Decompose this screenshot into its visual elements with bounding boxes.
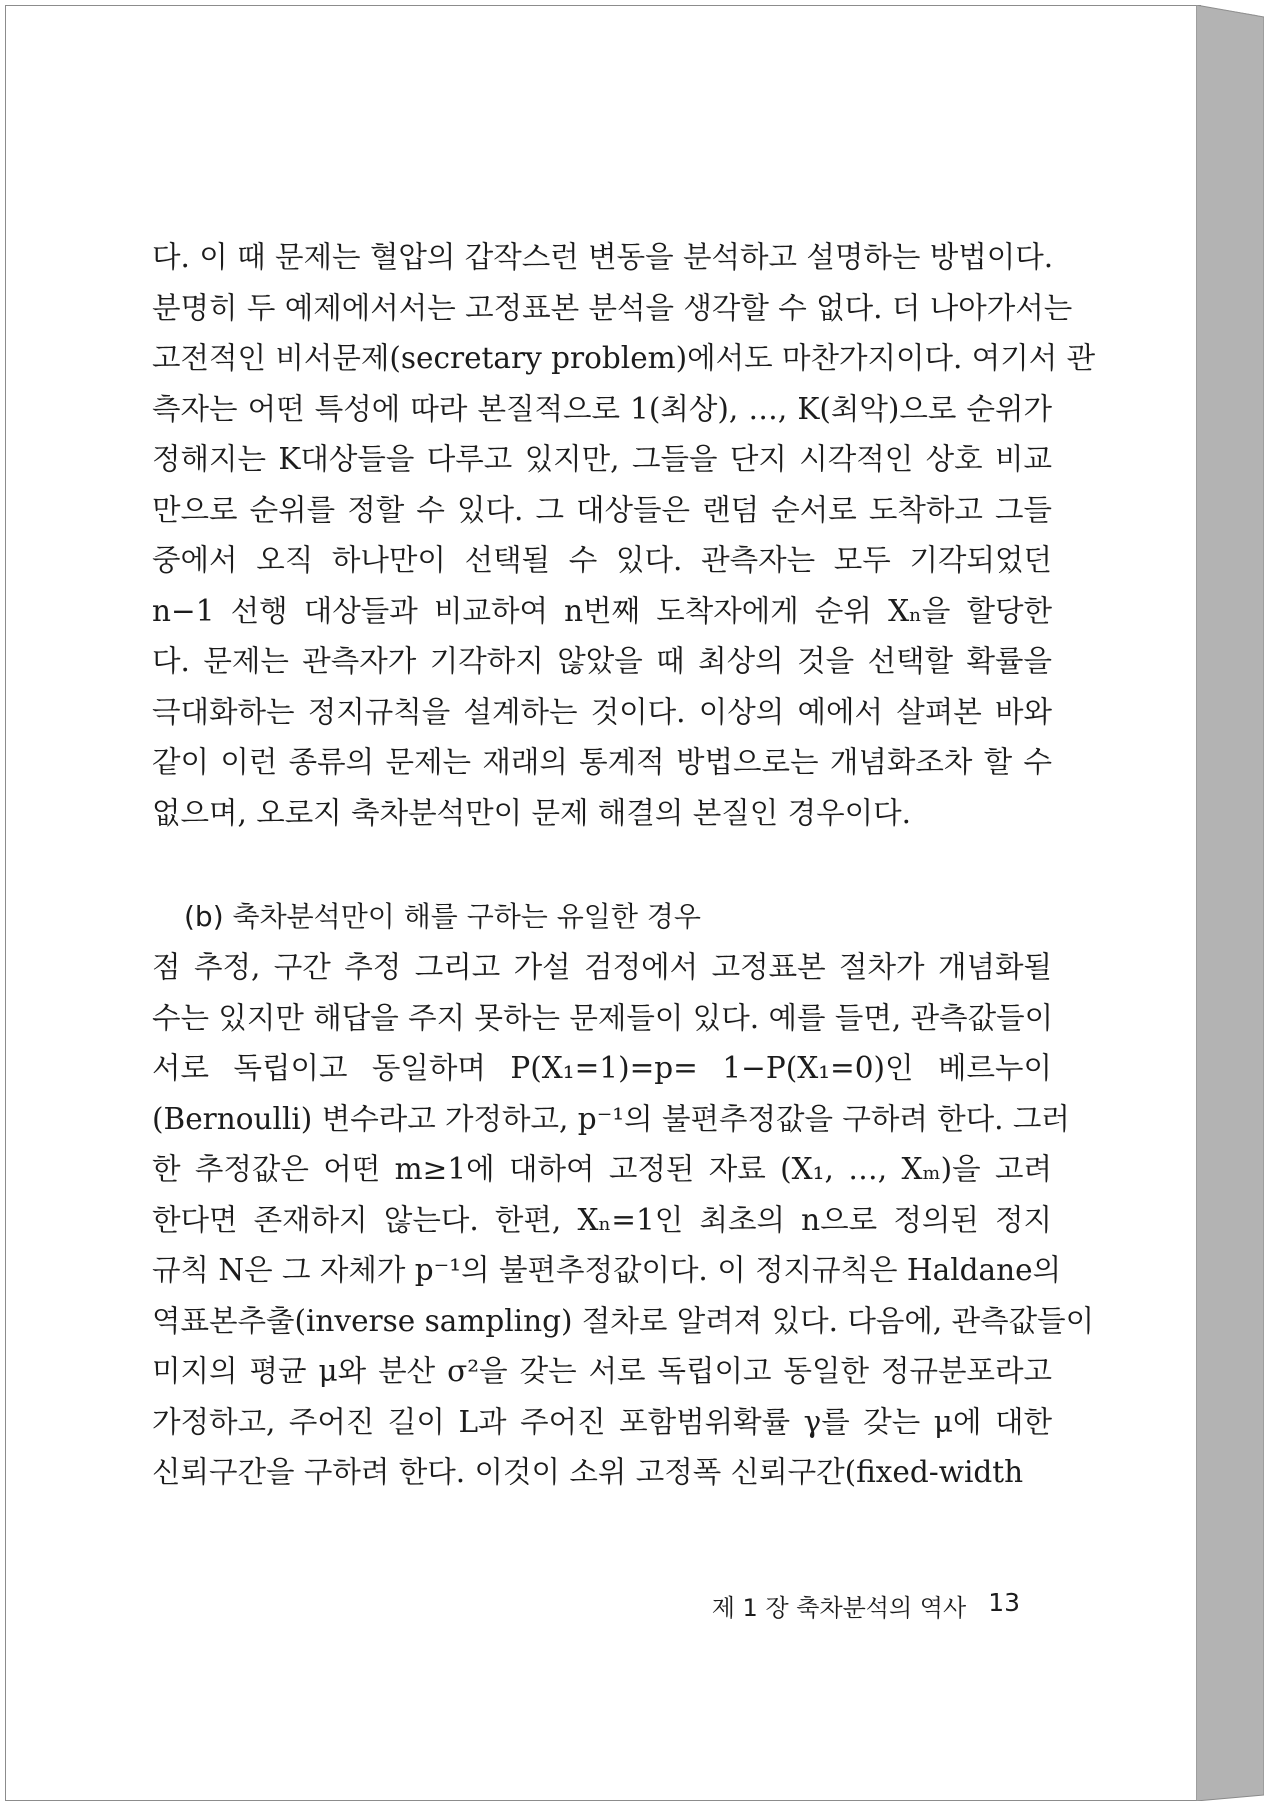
text-line: 같이 이런 종류의 문제는 재래의 통계적 방법으로는 개념화조차 할 수 <box>152 745 1052 779</box>
paragraph-1 <box>152 232 1096 838</box>
text-line: 측자는 어떤 특성에 따라 본질적으로 1(최상), …, K(최악)으로 순위가 <box>152 391 1052 426</box>
text-line: 미지의 평균 μ와 분산 σ²을 갖는 서로 독립이고 동일한 정규분포라고 <box>152 1354 1052 1388</box>
page-number: 13 <box>988 1588 1020 1617</box>
text-line: 한 추정값은 어떤 m≥1에 대하여 고정된 자료 (X₁, …, Xₘ)을 고려 <box>152 1152 1052 1186</box>
text-line: 고전적인 비서문제(secretary problem)에서도 마찬가지이다. 여기서 관 <box>152 341 1096 375</box>
text-line: 정해지는 K대상들을 다루고 있지만, 그들을 단지 시각적인 상호 비교 <box>152 442 1052 476</box>
page-content <box>152 232 1096 1498</box>
paragraph-2 <box>152 942 1095 1498</box>
text-line: n−1 선행 대상들과 비교하여 n번째 도착자에게 순위 Xₙ을 할당한 <box>152 593 1052 628</box>
text-line: 수는 있지만 해답을 주지 못하는 문제들이 있다. 예를 들면, 관측값들이 <box>152 1000 1054 1035</box>
chapter-title: 제 1 장 축차분석의 역사 <box>711 1594 967 1622</box>
text-line: 분명히 두 예제에서서는 고정표본 분석을 생각할 수 없다. 더 나아가서는 <box>152 290 1073 325</box>
text-line: (Bernoulli) 변수라고 가정하고, p⁻¹의 불편추정값을 구하려 한다. 그러 <box>152 1101 1070 1136</box>
text-line: 규칙 N은 그 자체가 p⁻¹의 불편추정값이다. 이 정지규칙은 Haldane의 <box>152 1253 1062 1287</box>
text-line: 한다면 존재하지 않는다. 한편, Xₙ=1인 최초의 n으로 정의된 정지 <box>152 1202 1052 1237</box>
page-stack-edge <box>1196 5 1264 1801</box>
text-line: 가정하고, 주어진 길이 L과 주어진 포함범위확률 γ를 갖는 μ에 대한 <box>152 1404 1052 1439</box>
section-heading: (b) 축차분석만이 해를 구하는 유일한 경우 <box>184 900 701 933</box>
text-line: 서로 독립이고 동일하며 P(X₁=1)=p= 1−P(X₁=0)인 베르누이 <box>152 1051 1052 1085</box>
text-line: 없으며, 오로지 축차분석만이 문제 해결의 본질인 경우이다. <box>152 795 911 830</box>
page-footer <box>700 1588 1020 1623</box>
text-line: 점 추정, 구간 추정 그리고 가설 검정에서 고정표본 절차가 개념화될 <box>152 950 1052 984</box>
text-line: 다. 문제는 관측자가 기각하지 않았을 때 최상의 것을 선택할 확률을 <box>152 644 1052 678</box>
text-line: 신뢰구간을 구하려 한다. 이것이 소위 고정폭 신뢰구간(fixed-width <box>152 1455 1024 1489</box>
text-line: 다. 이 때 문제는 혈압의 갑작스런 변동을 분석하고 설명하는 방법이다. <box>152 240 1054 274</box>
text-line: 만으로 순위를 정할 수 있다. 그 대상들은 랜덤 순서로 도착하고 그들 <box>152 492 1052 527</box>
text-line: 역표본추출(inverse sampling) 절차로 알려져 있다. 다음에, 관측값들이 <box>152 1303 1095 1338</box>
text-line: 극대화하는 정지규칙을 설계하는 것이다. 이상의 예에서 살펴본 바와 <box>152 694 1052 729</box>
text-line: 중에서 오직 하나만이 선택될 수 있다. 관측자는 모두 기각되었던 <box>152 543 1052 577</box>
